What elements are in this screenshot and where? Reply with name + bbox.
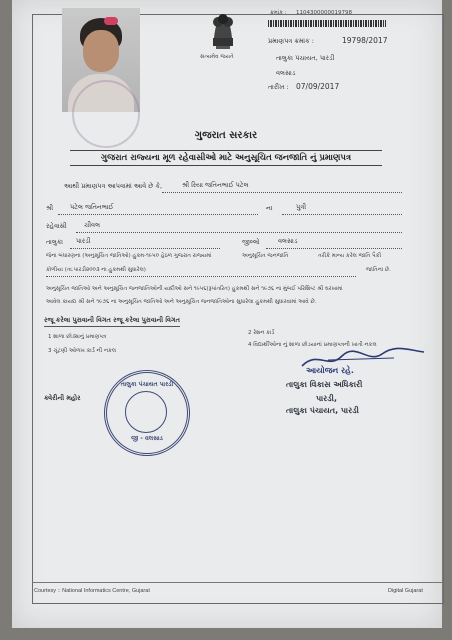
district-value: વલસાડ	[278, 237, 298, 245]
office-seal	[104, 370, 190, 456]
father-prefix: શ્રી	[46, 204, 54, 212]
document-item: 4 વિદ્યાર્થીઓના નું શાળા છોડયાનાં પ્રમાણપત્રની ખાતી નકલ	[248, 342, 377, 348]
certificate-sheet	[12, 0, 442, 628]
office-name: તાલુકા પંચાયત, પારડી	[276, 54, 335, 62]
emblem-caption: સત્યમેવ જયતે	[200, 54, 234, 60]
officer-office-full: તાલુકા પંચાયત, પારડી	[286, 406, 359, 415]
document-item: 2 રેશન કાર્ડ	[248, 330, 275, 336]
document-item: 3 ચૂંટણી ઓળખ કાર્ડ ની નકલ	[48, 348, 117, 354]
certificate-title: ગુજરાત રાજ્યના મૂળ રહેવાસીઓ માટે અનુસૂચિત જનજાતિ નું પ્રમાણપત્ર	[70, 150, 382, 166]
office-district: વલસાડ	[276, 69, 296, 77]
seal-label: ક્વેરીની મહોર	[44, 394, 81, 402]
govt-title: ગુજરાત સરકાર	[194, 130, 258, 141]
serial-number: 1104300000019798	[296, 10, 352, 16]
father-name: પટેલ જતિનભાઈ	[70, 203, 114, 211]
cert-no: 19798/2017	[342, 36, 388, 45]
relation-label: ના	[266, 204, 273, 212]
footer-brand: Digital Gujarat	[388, 588, 423, 594]
village-value: ચીવલ	[84, 221, 101, 229]
scheduled-tribe: અનુસૂચિત જનજાતિ	[242, 253, 289, 259]
taluka-label: તાલુકા	[46, 238, 63, 246]
seal-top-text: તાલુકા પંચાયત પારડી	[120, 381, 174, 388]
recognized-text: તરીકે માન્ય કરેલ જાતિ પૈકી	[318, 253, 382, 259]
village-label: રહેવાસી	[46, 222, 67, 230]
district-label: જીલ્લો	[242, 238, 260, 246]
date-label: તારીખ :	[268, 83, 289, 91]
para-line-2: આવેલ કાયદા શ્રી સને ૧૯૭૬ ના અનુસૂચિત જાતિઓ અને અનુસૂચિત જનજાતિઓના સુધારેલા હુકમથી સુધારવામાં આવે છે.	[46, 299, 317, 305]
serial-label: ક્રમાંક :	[270, 10, 287, 16]
caste-suffix: જાતિના છે.	[366, 267, 391, 273]
order-text: જેના બંધારણના (અનુસૂચિત જાતિઓ) હુકમ-૧૯૫૦ હેઠળ ગુજરાત રાજ્યમાં	[46, 253, 212, 259]
caste-name: કોળીયા (તા.પારડી૨૦૦૩ ના હુકમથી સુધારેલ)	[46, 267, 146, 273]
date-value: 07/09/2017	[296, 82, 340, 91]
applicant-name: શ્રી રિયા જતિનભાઈ પટેલ	[182, 181, 249, 189]
intro-text: આથી પ્રમાણપત્ર આપવામાં આવે છે કે,	[64, 182, 163, 190]
seal-bottom-text: જી - વલસાડ	[131, 435, 163, 442]
taluka-value: પારડી	[76, 237, 91, 245]
para-line-1: અનુસૂચિત જાતિઓ અને અનુસૂચિત જનજાતિઓની યાદીઓ સને ૧૯૫૬(રૂપાંતરિત) હુકમથી સને ૧૯૭૬ ના મુંબઈ પરિશિષ્ટ શ્રી ઘરખામાં	[46, 286, 343, 292]
officer-office: પારડી,	[316, 394, 338, 403]
cert-no-label: પ્રમાણપત્ર ક્રમાંક :	[268, 37, 314, 45]
footer-courtesy: Courtesy :: National Informatics Centre, Gujarat	[34, 588, 150, 594]
relation-value: પુત્રી	[296, 203, 307, 211]
officer-title: આયોજન રહે.	[306, 366, 354, 375]
document-item: 1 શાળા છોડ્યાનું પ્રમાણપત્ર	[48, 334, 107, 340]
officer-designation: તાલુકા વિકાસ અધિકારી	[286, 380, 363, 389]
documents-heading: રજૂ કરેલા પુરાવાની વિગત રજૂ કરેલા પુરાવાની વિગત	[44, 316, 180, 327]
barcode	[268, 20, 386, 27]
